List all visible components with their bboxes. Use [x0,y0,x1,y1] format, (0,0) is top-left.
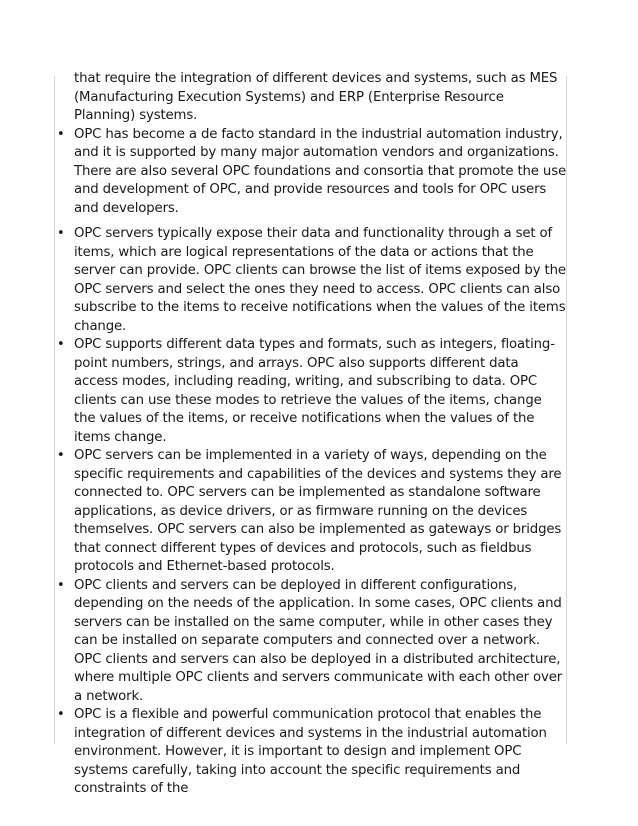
list-item [54,447,566,577]
list-item-text: OPC has become a de facto standard in the industrial automation industry, and it is supported by many major automation vendors and organizations. There are also several OPC foundations and consortia that promote the use and development of OPC, and provide resources and tools for OPC users and developers. [74,126,567,216]
list-item [54,225,566,336]
bullet-icon: • [57,126,65,142]
bullet-list [54,126,566,799]
bullet-icon: • [57,337,65,352]
continued-paragraph: that require the integration of different devices and systems, such as MES (Manufacturing Execution Systems) and ERP (Enterprise Resource Planning) systems. [74,71,558,123]
bullet-icon: • [57,448,65,463]
bullet-icon: • [57,226,65,241]
document-body [54,70,566,799]
list-item [54,577,566,707]
list-item [54,126,566,219]
list-item [54,336,566,447]
list-item [54,706,566,799]
right-margin-rule [566,76,567,744]
list-item-text: OPC servers can be implemented in a variety of ways, depending on the specific requirements and capabilities of the devices and systems they are connected to. OPC servers can be implemented as standalone software applications, as device drivers, or as firmware running on the devices themselves. OPC servers can also be implemented as gateways or bridges that connect different types of devices and protocols, such as fieldbus protocols and Ethernet-based protocols. [74,448,562,574]
list-item-text: OPC supports different data types and formats, such as integers, floating-point numbers, strings, and arrays. OPC also supports different data access modes, including reading, writing, and subscribing to data. OPC clients can use these modes to retrieve the values of the items, change the values of the items, or receive notifications when the values of the items change. [74,337,555,445]
list-item-text: OPC clients and servers can be deployed in different configurations, depending on the needs of the application. In some cases, OPC clients and servers can be installed on the same computer, while in other cases they can be installed on separate computers and connected over a network. OPC clients and servers can also be deployed in a distributed architecture, where multiple OPC clients and servers communicate with each other over a network. [74,577,563,704]
list-item-text: OPC is a flexible and powerful communication protocol that enables the integration of different devices and systems in the industrial automation environment. However, it is important to design and implement OPC systems carefully, taking into account the specific requirements and constraints of the [74,707,547,796]
bullet-icon: • [57,577,65,593]
bullet-icon: • [57,707,65,722]
list-item-text: OPC servers typically expose their data and functionality through a set of items, which are logical representations of the data or actions that the server can provide. OPC clients can browse the list of items exposed by the OPC servers and select the ones they need to access. OPC clients can also subscribe to the items to receive notifications when the values of the items change. [74,226,566,334]
